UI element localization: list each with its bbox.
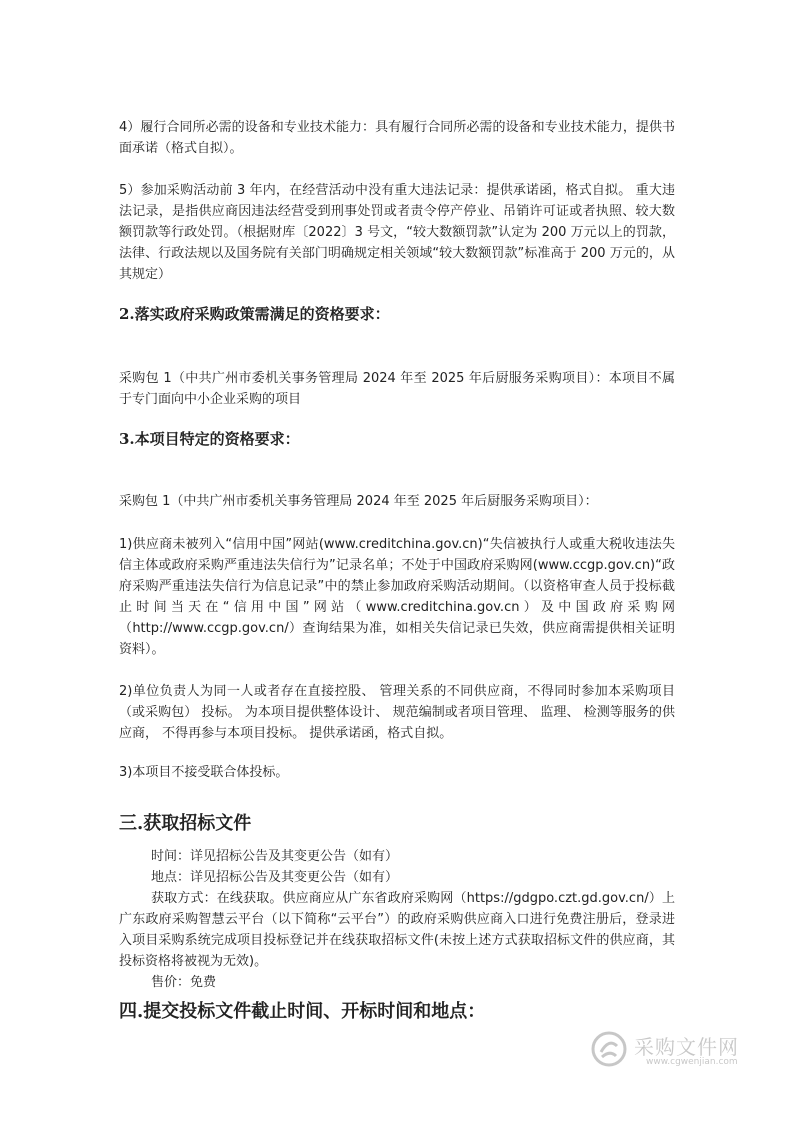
paragraph-text: 采购包 1（中共广州市委机关事务管理局 2024 年至 2025 年后厨服务采购项目）： (119, 494, 598, 509)
paragraph-specific-package (119, 491, 675, 512)
cgwenjian-logo-icon (590, 1030, 628, 1068)
paragraph-no-consortium (119, 762, 675, 783)
paragraph-text: 3)本项目不接受联合体投标。 (119, 765, 289, 780)
obtain-place: 地点：详见招标公告及其变更公告（如有） (151, 870, 399, 885)
heading-policy-requirements: 2.落实政府采购政策需满足的资格要求： (119, 305, 390, 323)
watermark-name: 采购文件网 (634, 1035, 739, 1059)
obtain-documents-details (119, 846, 675, 993)
paragraph-credit-requirement (119, 534, 675, 660)
obtain-method: 获取方式：在线获取。供应商应从广东省政府采购网（https://gdgpo.czt.gd.gov.cn/）上广东政府采购智慧云平台（以下简称“云平台”）的政府采购供应商入口进行免费注册后，登录进入项目采购系统完成项目投标登记并在线获取招标文件(未按上述方式获取招标文件的供应商，其投标资格将被视为无效)。 (119, 891, 675, 969)
heading-submission-deadline: 四.提交投标文件截止时间、开标时间和地点： (119, 1001, 486, 1022)
paragraph-policy-package (119, 368, 675, 410)
paragraph-no-violation-record (119, 180, 675, 285)
heading-obtain-documents: 三.获取招标文件 (119, 813, 252, 834)
obtain-time: 时间：详见招标公告及其变更公告（如有） (151, 849, 399, 864)
paragraph-text: 采购包 1（中共广州市委机关事务管理局 2024 年至 2025 年后厨服务采购项目）：本项目不属于专门面向中小企业采购的项目 (119, 371, 675, 407)
paragraph-affiliation-requirement (119, 681, 675, 744)
paragraph-text: 5）参加采购活动前 3 年内，在经营活动中没有重大违法记录：提供承诺函，格式自拟。 重大违法记录，是指供应商因违法经营受到刑事处罚或者责令停产停业、吊销许可证或者执照、较大数额罚款等行政处罚。（根据财库〔2022〕3 号文，“较大数额罚款”认定为 200 万元以上的罚款，法律、行政法规以及国务院有关部门明确规定相关领域“较大数额罚款”标准高于 200 万元的，从其规定） (119, 183, 675, 282)
watermark-url: www.cgwenjian.com (646, 1057, 738, 1067)
paragraph-text: 1)供应商未被列入“信用中国”网站(www.creditchina.gov.cn)“失信被执行人或重大税收违法失信主体或政府采购严重违法失信行为”记录名单；不处于中国政府采购网(www.ccgp.gov.cn)“政府采购严重违法失信行为信息记录”中的禁止参加政府采购活动期间。（以资格审查人员于投标截止时间当天在“信用中国”网站（www.creditchina.gov.cn）及中国政府采购网（http://www.ccgp.gov.cn/）查询结果为准，如相关失信记录已失效，供应商需提供相关证明资料）。 (119, 537, 675, 657)
paragraph-text: 4）履行合同所必需的设备和专业技术能力：具有履行合同所必需的设备和专业技术能力，提供书面承诺（格式自拟）。 (119, 120, 675, 156)
paragraph-text: 2)单位负责人为同一人或者存在直接控股、 管理关系的不同供应商，不得同时参加本采购项目（或采购包） 投标。 为本项目提供整体设计、 规范编制或者项目管理、 监理、 检测等服务的供应商， 不得再参与本项目投标。 提供承诺函，格式自拟。 (119, 684, 675, 741)
heading-specific-requirements: 3.本项目特定的资格要求： (119, 430, 300, 448)
paragraph-equipment-capability (119, 117, 675, 159)
obtain-price: 售价：免费 (151, 975, 217, 990)
watermark (590, 1028, 750, 1074)
